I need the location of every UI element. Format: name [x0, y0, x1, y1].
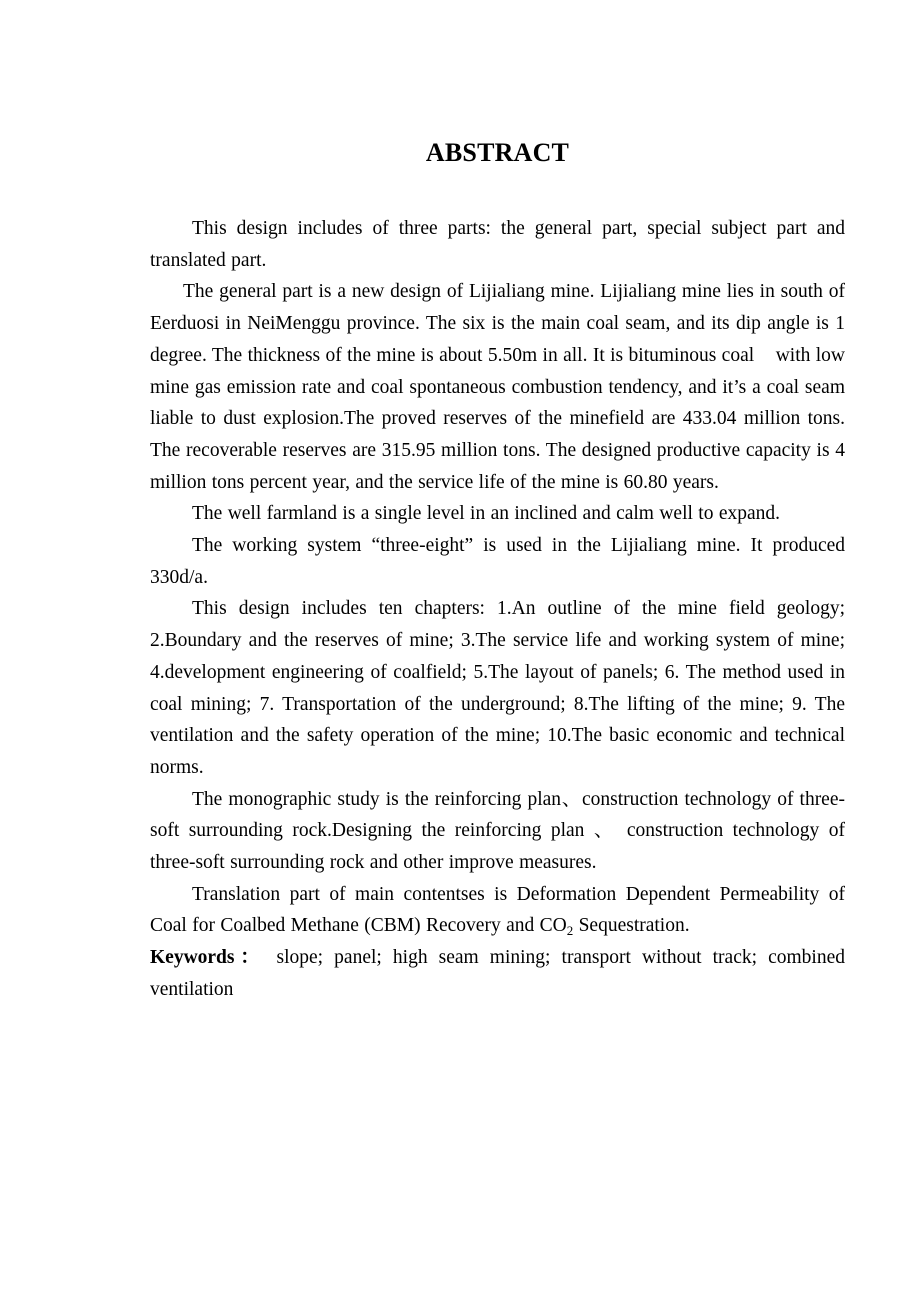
- paragraph-parts: This design includes of three parts: the general part, special subject part and translated part.: [150, 218, 845, 271]
- paragraph-chapters: This design includes ten chapters: 1.An outline of the mine field geology; 2.Boundary and the reserves of mine; 3.The service life and working system of mine; 4.development engineering of coalfield; 5.The layout of panels; 6. The method used in coal mining; 7. Transportation of the underground; 8.The lifting of the mine; 9. The ventilation and the safety operation of the mine; 10.The basic economic and technical norms.: [150, 598, 845, 778]
- paragraph-monographic-study: The monographic study is the reinforcing plan、construction technology of three-soft surrounding rock.Designing the reinforcing plan 、 construction technology of three-soft surrounding rock and other improve measures.: [150, 788, 845, 874]
- translation-text-end: Sequestration.: [573, 915, 690, 937]
- abstract-title: ABSTRACT: [425, 138, 570, 167]
- keywords-line: [150, 942, 845, 1005]
- paragraph-well-farmland: The well farmland is a single level in an inclined and calm well to expand.: [192, 503, 781, 525]
- translation-text: Translation part of main contentses is Deformation Dependent Permeability of Coal for Coalbed Methane (CBM) Recovery and CO: [150, 883, 845, 937]
- keywords-label: Keywords：: [150, 947, 266, 969]
- keywords-text: slope; panel; high seam mining; transport without track; combined ventilation: [150, 947, 845, 1000]
- abstract-body: [150, 213, 845, 1006]
- paragraph-working-system: The working system “three-eight” is used in the Lijialiang mine. It produced 330d/a.: [150, 535, 845, 588]
- paragraph-general-part: The general part is a new design of Lijialiang mine. Lijialiang mine lies in south of Eerduosi in NeiMenggu province. The six is the main coal seam, and its dip angle is 1 degree. The thickness of the mine is about 5.50m in all. It is bituminous coal with low mine gas emission rate and coal spontaneous combustion tendency, and it’s a coal seam liable to dust explosion.The proved reserves of the minefield are 433.04 million tons. The recoverable reserves are 315.95 million tons. The designed productive capacity is 4 million tons percent year, and the service life of the mine is 60.80 years.: [150, 281, 845, 493]
- paragraph-translation: [150, 879, 845, 942]
- co2-subscript: 2: [566, 923, 574, 939]
